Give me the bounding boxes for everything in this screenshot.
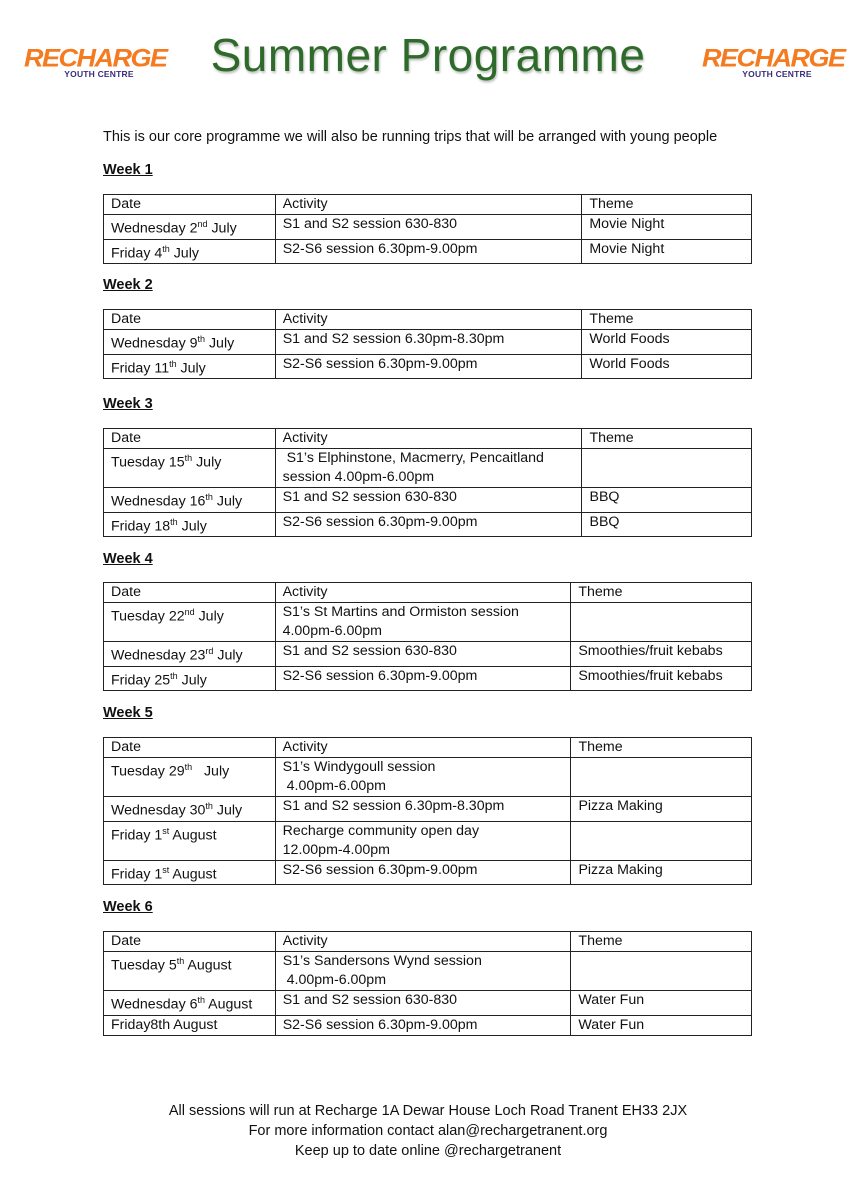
date-text: Wednesday 23 (111, 647, 206, 664)
theme-cell: Pizza Making (571, 797, 752, 822)
header-date: Date (104, 932, 276, 952)
activity-text: S2-S6 session 6.30pm-9.00pm (282, 1016, 478, 1033)
header-activity: Activity (275, 738, 571, 758)
date-cell (104, 488, 276, 513)
activity-text-line2: session 4.00pm-6.00pm (282, 469, 435, 485)
table-row (104, 797, 752, 822)
activity-text: S1 and S2 session 630-830 (282, 992, 458, 1008)
activity-text: S1 and S2 session 630-830 (282, 489, 457, 505)
activity-text: S2-S6 session 6.30pm-9.00pm (282, 667, 478, 684)
theme-cell (571, 603, 752, 642)
date-ordinal: th (170, 670, 178, 681)
footer-contact: For more information contact alan@rechargetranent.org (248, 1123, 608, 1139)
theme-cell: Pizza Making (571, 860, 752, 885)
date-text: Friday 1 (111, 866, 163, 883)
header-theme: Theme (571, 583, 752, 603)
activity-text-line2: 4.00pm-6.00pm (282, 778, 386, 794)
activity-cell (275, 512, 582, 537)
header-activity: Activity (275, 310, 582, 330)
table-row (104, 215, 752, 240)
page-title: Summer Programme (210, 29, 646, 81)
table-row (104, 512, 752, 537)
activity-text: S1 and S2 session 630-830 (282, 216, 458, 232)
date-cell (104, 449, 276, 488)
week-table (103, 931, 752, 1036)
activity-cell (275, 797, 571, 822)
table-row (104, 603, 752, 642)
activity-cell (275, 239, 582, 264)
date-month: July (177, 518, 207, 535)
date-month: July (192, 763, 230, 780)
activity-text: S2-S6 session 6.30pm-9.00pm (282, 861, 478, 878)
date-month: July (212, 493, 243, 510)
table-row (104, 821, 752, 860)
activity-cell (275, 603, 571, 642)
theme-cell: Water Fun (571, 1015, 752, 1035)
date-cell (104, 991, 276, 1016)
date-text: Friday 11 (111, 360, 170, 377)
week-table (103, 309, 752, 379)
header-date: Date (104, 738, 276, 758)
activity-cell (275, 758, 571, 797)
date-ordinal: th (197, 995, 206, 1005)
date-cell (104, 860, 276, 885)
week-heading: Week 1 (103, 162, 153, 178)
date-cell (104, 215, 276, 240)
date-text: Tuesday 15 (111, 454, 185, 471)
date-text: Friday 1 (111, 827, 163, 844)
activity-text: Recharge community open day (282, 822, 480, 839)
activity-cell (275, 1015, 571, 1035)
theme-cell: Smoothies/fruit kebabs (571, 666, 752, 691)
footer (0, 1101, 856, 1161)
date-ordinal: th (184, 453, 193, 463)
week-heading: Week 2 (103, 277, 153, 293)
header-theme: Theme (571, 738, 752, 758)
table-header-row (104, 310, 752, 330)
table-row (104, 642, 752, 667)
date-month: August (205, 996, 253, 1013)
logo-wordmark: RECHARGE (702, 44, 845, 72)
date-cell (104, 354, 276, 379)
theme-cell: Water Fun (571, 991, 752, 1016)
activity-text: S1’s St Martins and Ormiston session (282, 604, 519, 620)
activity-text: S1 and S2 session 6.30pm-8.30pm (282, 331, 505, 347)
table-header-row (104, 583, 752, 603)
date-month: July (176, 360, 206, 377)
activity-cell (275, 860, 571, 885)
theme-cell (571, 821, 752, 860)
activity-text: S2-S6 session 6.30pm-9.00pm (282, 240, 478, 257)
table-header-row (104, 429, 752, 449)
table-row (104, 488, 752, 513)
theme-cell: BBQ (582, 488, 752, 513)
activity-cell (275, 330, 582, 355)
date-text: Tuesday 5 (111, 957, 177, 974)
activity-cell (275, 488, 582, 513)
week-table (103, 582, 752, 691)
date-cell (104, 821, 276, 860)
week-table (103, 737, 752, 885)
table-row (104, 330, 752, 355)
date-ordinal: th (197, 334, 206, 344)
date-cell (104, 666, 276, 691)
date-cell (104, 330, 276, 355)
intro-text: This is our core programme we will also be running trips that will be arranged with young people (103, 129, 718, 145)
date-cell (104, 603, 276, 642)
date-month: August (169, 827, 217, 844)
date-ordinal: th (205, 801, 213, 811)
date-ordinal: th (184, 762, 193, 772)
theme-cell: World Foods (582, 354, 752, 379)
week-heading: Week 6 (103, 899, 153, 915)
date-month: July (205, 335, 235, 352)
header-activity: Activity (275, 932, 571, 952)
table-row (104, 354, 752, 379)
date-text: Friday8th August (111, 1016, 218, 1033)
activity-cell (275, 821, 571, 860)
date-month: July (212, 802, 243, 819)
activity-text: S2-S6 session 6.30pm-9.00pm (282, 355, 478, 372)
header-date: Date (104, 310, 276, 330)
activity-text: S1’s Windygoull session (282, 759, 436, 775)
header-theme: Theme (582, 310, 752, 330)
date-month: August (169, 866, 217, 883)
date-ordinal: th (205, 492, 213, 502)
activity-cell (275, 354, 582, 379)
header-theme: Theme (571, 932, 752, 952)
table-header-row (104, 195, 752, 215)
date-month: July (192, 454, 222, 471)
week-heading: Week 5 (103, 705, 153, 721)
date-text: Wednesday 2 (111, 220, 198, 237)
theme-cell: Movie Night (582, 239, 752, 264)
date-ordinal: th (169, 358, 177, 369)
header-activity: Activity (275, 195, 582, 215)
table-row (104, 991, 752, 1016)
activity-text: S1’s Sandersons Wynd session (282, 953, 482, 969)
activity-cell (275, 991, 571, 1016)
date-ordinal: st (162, 864, 170, 875)
week-table (103, 428, 752, 537)
theme-cell (571, 952, 752, 991)
footer-social: Keep up to date online @rechargetranent (294, 1143, 562, 1159)
table-row (104, 449, 752, 488)
activity-cell (275, 666, 571, 691)
date-text: Wednesday 6 (111, 996, 198, 1013)
week-heading: Week 3 (103, 396, 153, 412)
header-activity: Activity (275, 583, 571, 603)
activity-text: S1 and S2 session 630-830 (282, 643, 457, 659)
date-month: July (177, 672, 207, 689)
date-month: July (194, 608, 224, 625)
date-month: August (184, 957, 232, 974)
header-date: Date (104, 429, 276, 449)
table-row (104, 758, 752, 797)
date-cell (104, 512, 276, 537)
theme-cell: World Foods (582, 330, 752, 355)
activity-text: S2-S6 session 6.30pm-9.00pm (282, 513, 478, 530)
header-theme: Theme (582, 195, 752, 215)
table-row (104, 1015, 752, 1035)
table-row (104, 666, 752, 691)
date-cell (104, 758, 276, 797)
logo-subtitle: YOUTH CENTRE (742, 69, 812, 79)
activity-text-line2: 12.00pm-4.00pm (282, 841, 390, 858)
date-text: Friday 4 (111, 245, 163, 262)
date-month: July (169, 245, 199, 262)
activity-cell (275, 449, 582, 488)
logo-wordmark: RECHARGE (24, 44, 167, 72)
theme-cell (582, 449, 752, 488)
date-ordinal: th (170, 516, 178, 527)
logo-right (702, 44, 845, 79)
theme-cell: BBQ (582, 512, 752, 537)
date-text: Friday 18 (111, 518, 171, 535)
header-date: Date (104, 195, 276, 215)
activity-cell (275, 642, 571, 667)
date-ordinal: th (162, 243, 170, 254)
header-activity: Activity (275, 429, 582, 449)
header-theme: Theme (582, 429, 752, 449)
date-ordinal: nd (197, 219, 208, 229)
activity-text-line2: 4.00pm-6.00pm (282, 623, 382, 639)
date-cell (104, 797, 276, 822)
logo-subtitle: YOUTH CENTRE (64, 69, 134, 79)
table-row (104, 239, 752, 264)
date-ordinal: rd (205, 646, 214, 656)
week-heading: Week 4 (103, 551, 153, 567)
activity-cell (275, 952, 571, 991)
date-ordinal: nd (184, 607, 195, 617)
activity-text: S1 and S2 session 6.30pm-8.30pm (282, 798, 505, 814)
date-cell (104, 1015, 276, 1035)
date-text: Tuesday 29 (111, 763, 185, 780)
week-table (103, 194, 752, 264)
date-ordinal: th (176, 956, 185, 966)
date-text: Wednesday 9 (111, 335, 198, 352)
date-cell (104, 239, 276, 264)
theme-cell: Movie Night (582, 215, 752, 240)
table-header-row (104, 932, 752, 952)
date-text: Tuesday 22 (111, 608, 185, 625)
date-month: July (207, 220, 237, 237)
activity-cell (275, 215, 582, 240)
activity-text-line2: 4.00pm-6.00pm (282, 972, 387, 988)
date-text: Friday 25 (111, 672, 171, 689)
table-header-row (104, 738, 752, 758)
date-text: Wednesday 30 (111, 802, 206, 819)
activity-text: S1’s Elphinstone, Macmerry, Pencaitland (282, 450, 544, 466)
footer-address: All sessions will run at Recharge 1A Dewar House Loch Road Tranent EH33 2JX (168, 1103, 688, 1119)
date-text: Wednesday 16 (111, 493, 206, 510)
date-cell (104, 642, 276, 667)
date-ordinal: st (162, 825, 170, 836)
theme-cell: Smoothies/fruit kebabs (571, 642, 752, 667)
date-month: July (213, 647, 243, 664)
table-row (104, 952, 752, 991)
table-row (104, 860, 752, 885)
theme-cell (571, 758, 752, 797)
date-cell (104, 952, 276, 991)
header-date: Date (104, 583, 276, 603)
